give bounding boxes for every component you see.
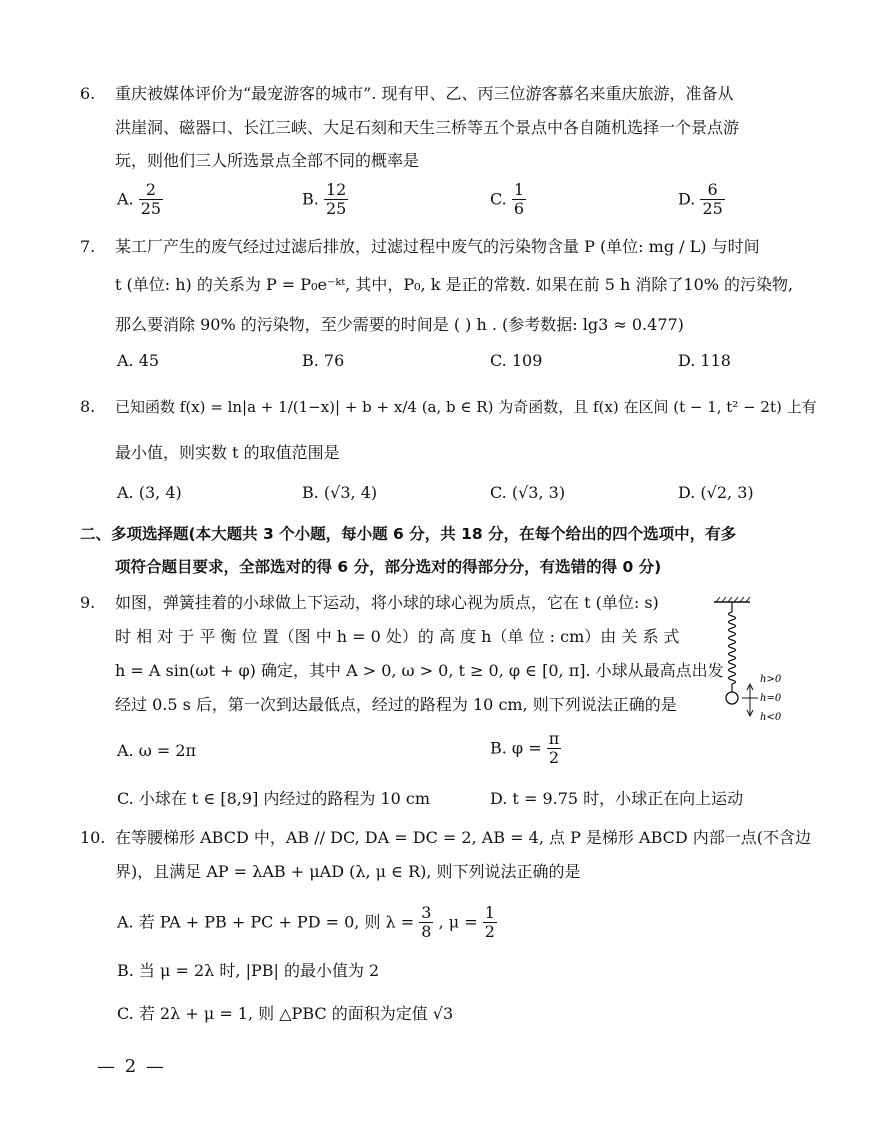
q7-number: 7.: [80, 237, 96, 256]
q7-line3: 那么要消除 90% 的污染物，至少需要的时间是 ( ) h . (参考数据: lg3 ≈ 0.477): [115, 315, 684, 334]
section2-heading-line1: 二、多项选择题(本大题共 3 个小题，每小题 6 分，共 18 分，在每个给出的四个选项中，有多: [80, 525, 737, 543]
q9-line1: 如图，弹簧挂着的小球做上下运动，将小球的球心视为质点，它在 t (单位: s): [115, 593, 659, 612]
q6-option-b: B. $\frac{12}{25}$: [302, 180, 347, 219]
q6-option-b-fraction: $\frac{12}{25}$: [325, 180, 347, 219]
q9-number: 9.: [80, 593, 96, 612]
q8-line2: 最小值，则实数 t 的取值范围是: [115, 443, 340, 462]
label-h-positive: h>0: [760, 674, 782, 685]
q10-option-c: C. 若 2λ + μ = 1, 则 △PBC 的面积为定值 √3: [117, 1004, 454, 1023]
q6-number: 6.: [80, 84, 96, 103]
q10-option-a-lambda-fraction: $\frac{3}{8}$: [421, 903, 432, 942]
q9-option-a: A. ω = 2π: [117, 741, 197, 760]
q8-option-a: A. (3, 4): [117, 483, 182, 502]
q8-option-c: C. (√3, 3): [490, 483, 566, 502]
q10-option-b: B. 当 μ = 2λ 时, |PB| 的最小值为 2: [117, 961, 380, 980]
spring-coil: [729, 612, 736, 684]
q10-option-a-mu-fraction: $\frac{1}{2}$: [484, 903, 495, 942]
q6-line1: 重庆被媒体评价为“最宠游客的城市”. 现有甲、乙、丙三位游客慕名来重庆旅游，准备从: [115, 84, 734, 103]
q7-option-c: C. 109: [490, 351, 543, 370]
q7-option-a: A. 45: [117, 351, 160, 370]
q8-number: 8.: [80, 397, 96, 416]
q8-option-d: D. (√2, 3): [678, 483, 754, 502]
q9-option-b: B. φ = $\frac{\pi}{2}$: [490, 729, 560, 768]
q9-line3: h = A sin(ωt + φ) 确定，其中 A > 0, ω > 0, t ≥ 0, φ ∈ [0, π]. 小球从最高点出发: [115, 661, 724, 680]
page-number: — 2 —: [97, 1056, 166, 1077]
q9-option-b-fraction: $\frac{\pi}{2}$: [548, 729, 560, 768]
q6-option-a: A. $\frac{2}{25}$: [117, 180, 162, 219]
q6-option-c-fraction: $\frac{1}{6}$: [513, 180, 525, 219]
q7-option-d: D. 118: [678, 351, 731, 370]
q6-option-d-fraction: $\frac{6}{25}$: [702, 180, 723, 219]
q6-option-c: C. $\frac{1}{6}$: [490, 180, 525, 219]
q6-option-d: D. $\frac{6}{25}$: [678, 180, 723, 219]
q7-line1: 某工厂产生的废气经过过滤后排放，过滤过程中废气的污染物含量 P (单位: mg / L) 与时间: [115, 237, 760, 256]
label-h-zero: h=0: [760, 693, 782, 704]
q10-number: 10.: [80, 828, 106, 847]
q9-line2: 时 相 对 于 平 衡 位 置（图 中 h = 0 处）的 高 度 h（单 位 : cm）由 关 系 式: [115, 627, 680, 646]
q9-line4: 经过 0.5 s 后，第一次到达最低点，经过的路程为 10 cm, 则下列说法正确的是: [115, 695, 677, 714]
q10-line1: 在等腰梯形 ABCD 中，AB // DC, DA = DC = 2, AB = 4, 点 P 是梯形 ABCD 内部一点(不含边: [115, 828, 812, 847]
q6-line2: 洪崖洞、磁器口、长江三峡、大足石刻和天生三桥等五个景点中各自随机选择一个景点游: [115, 118, 740, 137]
ball: [726, 692, 738, 704]
q9-option-c: C. 小球在 t ∈ [8,9] 内经过的路程为 10 cm: [117, 789, 431, 808]
q8-option-b: B. (√3, 4): [302, 483, 378, 502]
q6-line3: 玩，则他们三人所选景点全部不同的概率是: [115, 151, 420, 170]
q7-line2: t (单位: h) 的关系为 P = P₀e⁻ᵏᵗ, 其中，P₀, k 是正的常数. 如果在前 5 h 消除了10% 的污染物,: [115, 275, 794, 294]
section2-heading-line2: 项符合题目要求，全部选对的得 6 分，部分选对的得部分分，有选错的得 0 分): [115, 558, 662, 576]
q6-option-a-fraction: $\frac{2}{25}$: [140, 180, 162, 219]
q10-line2: 界)，且满足 AP = λAB + μAD (λ, μ ∈ R), 则下列说法正确的是: [115, 862, 581, 881]
label-h-negative: h<0: [760, 712, 782, 723]
q7-option-b: B. 76: [302, 351, 345, 370]
spring-ball-figure: [706, 596, 786, 736]
q8-line1: 已知函数 f(x) = ln|a + 1/(1−x)| + b + x/4 (a, b ∈ R) 为奇函数，且 f(x) 在区间 (t − 1, t² − 2t) 上有: [115, 398, 817, 416]
q10-option-a: A. 若 PA + PB + PC + PD = 0, 则 λ = $\frac{3}{8}$ , μ = $\frac{1}{2}$: [117, 903, 495, 942]
q9-option-d: D. t = 9.75 时，小球正在向上运动: [490, 789, 744, 808]
